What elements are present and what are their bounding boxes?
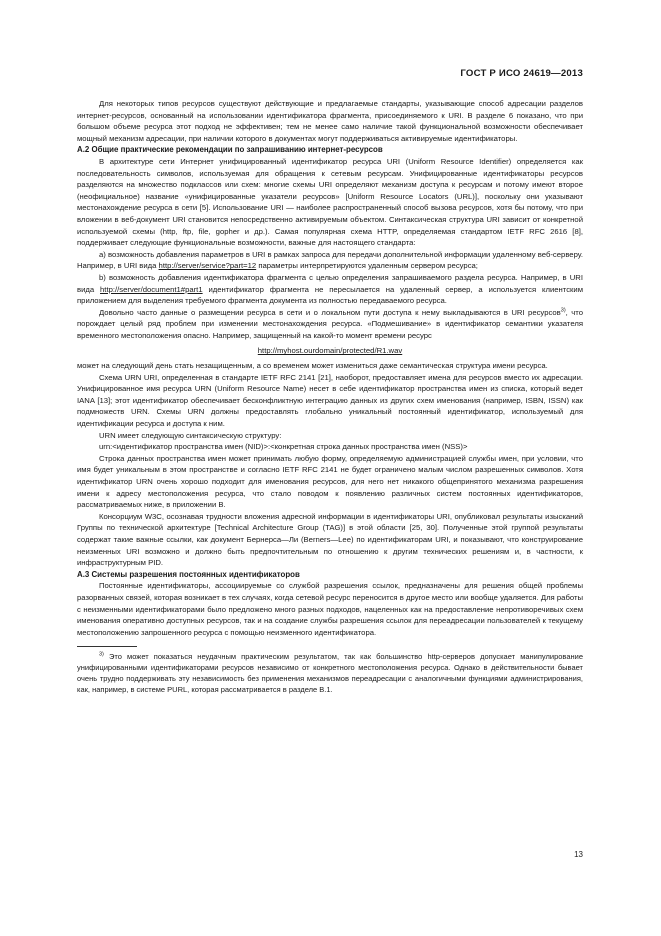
page-content [77, 98, 583, 695]
paragraph: Строка данных пространства имен может принимать любую форму, определяемую администрацией службы имен, при условии, что имя будет уникальным в этом пространстве и согласно IETF RFC 2141 не будет ограничено малым числом разрешенных символов. Хотя идентификатор URN очень хорошо подходит для именования ресурсов, для него нет никакого общепринятого механизма разрешения имени к адресу местоположения ресурса, что стало поводом к появлению различных систем постоянных идентификаторов, рассматриваемых ниже, в приложении В. [77, 453, 583, 510]
paragraph: URN имеет следующую синтаксическую структуру: [99, 430, 282, 440]
list-item-a [77, 249, 583, 272]
text: а) возможность добавления параметров в URI в рамках запроса для передачи дополнительной информации удаленному веб-серверу. Например, в URI вида [77, 249, 583, 271]
footnote [77, 651, 583, 695]
urn-syntax: urn:<идентификатор пространства имен (NID)>:<конкретная строка данных пространства имен (NSS)> [99, 442, 468, 452]
paragraph: В архитектуре сети Интернет унифицированный идентификатор ресурса URI (Uniform Resource Identifier) определяется как последовательность символов, используемая для обращения к сетевым ресурсам. Унифицированные идентификаторы ресурсов разделяются на множество подклассов или схем: многие схемы URI определяют механизм доступа к ресурсам и потому имеют второе (неофициальное) название «унифицированные указатели ресурсов» [Uniform Resource Locators (URL)], поскольку они указывают местонахождение ресурса в сети [5]. Использование URI — наиболее распространенный способ вызова ресурсов, хотя бы потому, что при вложении в веб-документ URI становится непосредственно активируемым объектом. Синтаксическая структура URI зависит от конкретной используемой схемы (http, ftp, file, gopher и др.). Самая популярная схема HTTP, определяемая стандартом IETF RFC 2616 [8], поддерживает следующие функциональные возможности, важные для настоящего стандарта: [77, 156, 583, 248]
section-heading-a3: А.3 Системы разрешения постоянных идентификаторов [77, 569, 300, 579]
text: параметры интерпретируются удаленным сервером ресурса; [256, 261, 478, 271]
paragraph: Постоянные идентификаторы, ассоциируемые со службой разрешения ссылок, предназначены для решения общей проблемы разорванных связей, которая возникает в тех случаях, когда сетевой ресурс переносится в другое место или вообще удаляется. Для работы с неизменными идентификаторами было предложено много разных подходов, нацеленных как на предоставление непротиворечивых схем именования оперативно доступных ресурсов, так и на создание службы разрешения ссылок для переадресации пользователей к текущему местоположению запрошенного ресурса с помощью неизменного идентификатора. [77, 581, 583, 637]
example-url [77, 345, 583, 357]
list-item-b [77, 272, 583, 307]
paragraph [77, 307, 583, 342]
paragraph: Схема URN URI, определенная в стандарте IETF RFC 2141 [21], наоборот, предоставляет имена для ресурсов вместо их адресации. Унифицированное имя ресурса URN (Uniform Resource Name) несет в себе идентификатор пространства имен из списка, который ведет IANA [13]; этот идентификатор обеспечивает бесконфликтную интеграцию данных из других схем именования (например, ISBN, ISSN) как подмножеств URN. Схемы URN должны предоставлять глобально уникальный постоянный идентификатор, используемый для идентификации ресурса и доступа к ним. [77, 372, 583, 429]
document-header: ГОСТ Р ИСО 24619—2013 [460, 68, 583, 79]
url-link[interactable]: http://server/service?part=12 [158, 261, 257, 271]
text: b) возможность добавления идентификатора фрагмента с целью определения запрашиваемого раздела ресурса. Например, в URI вида [77, 272, 583, 294]
section-heading-a2: А.2 Общие практические рекомендации по запрашиванию интернет-ресурсов [77, 145, 383, 155]
footnote-marker: 3) [99, 651, 104, 658]
footnote-text [77, 651, 583, 695]
page-number: 13 [574, 850, 583, 859]
url-link[interactable]: http://server/document1#part1 [100, 284, 203, 294]
paragraph: может на следующий день стать незащищенным, а со временем может измениться даже семантическая структура имени ресурса. [77, 361, 548, 371]
footnote-ref[interactable]: 3) [560, 307, 566, 314]
text: , что порождает целый ряд проблем при изменении местонахождения ресурса. «Подмешивание» в идентификатор семантики указателя временного местоположения опасно. Например, защищенный на какой-то момент времени ресурс [77, 307, 583, 340]
text: Довольно часто данные о размещении ресурса в сети и о локальном пути доступа к нему выкладываются в URI ресурсов [99, 307, 561, 317]
paragraph: Для некоторых типов ресурсов существуют действующие и предлагаемые стандарты, указывающие способ адресации разделов интернет-ресурсов, основанный на использовании идентификатора фрагмента, присоединяемого к URI. В разделе 6 показано, что при большом объеме ресурса этот подход не эффективен; тем не менее само наличие такой функциональной возможности обеспечивает мощный механизм адресации, при наличии которого в документах могут поддерживаться активируемые идентификаторы. [77, 99, 583, 143]
text: Это может показаться неудачным практическим результатом, так как большинство http-серверов допускает манипулирование унифицированными идентификаторами ресурсов независимо от конкретного местоположения ресурса. Однако в действительности бывает очень трудно поддерживать эту независимость без применения механизмов переадресации с аналогичными функциями администрирования, как, например, в системе PURL, которая рассматривается в разделе В.1. [77, 652, 583, 695]
text: идентификатор фрагмента не пересылается на удаленный сервер, а используется клиентским приложением для выделения требуемого фрагмента документа из полностью передаваемого ресурса. [77, 284, 583, 306]
url-link[interactable]: http://myhost.ourdomain/protected/R1.wav [257, 346, 403, 356]
paragraph: Консорциум W3C, осознавая трудности вложения адресной информации в идентификаторы URI, опубликовал результаты изысканий Группы по технической архитектуре [Technical Architecture Group (TAG)] в этой области [25, 30]. Полученные этой группой результаты содержат такие важные ссылки, как документ Бернерса—Ли (Berners—Lee) по идентификаторам URI, и показывают, что конструирование неизменных URI возможно и должно быть предпочтительным по отношению к другим технических решениям и, в частности, к инфраструктурным PID. [77, 511, 583, 568]
footnote-separator [77, 646, 137, 647]
